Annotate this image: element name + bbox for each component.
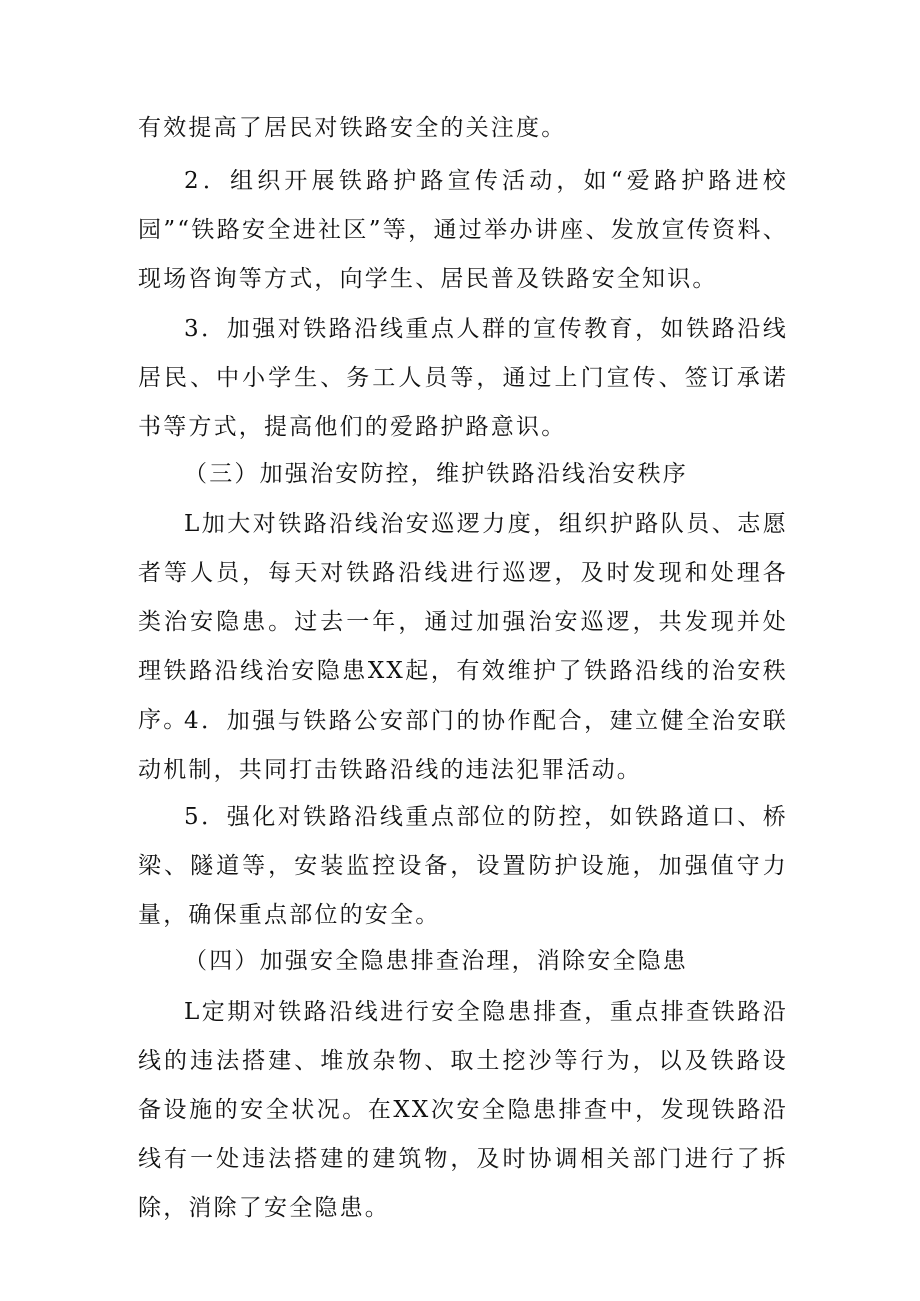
section-heading-3: （三）加强治安防控，维护铁路沿线治安秩序 [184,461,688,487]
paragraph-continuation: 有效提高了居民对铁路安全的关注度。 [138,115,567,141]
paragraph-item-4: 4．加强与铁路公安部门的协作配合，建立健全治安联动机制，共同打击铁路沿线的违法犯罪活动。 [138,708,788,783]
paragraph-item-2: 2．组织开展铁路护路宣传活动，如“爱路护路进校园”“铁路安全进社区”等，通过举办讲座、发放宣传资料、现场咨询等方式，向学生、居民普及铁路安全知识。 [138,168,788,292]
paragraph-item-l2: L定期对铁路沿线进行安全隐患排查，重点排查铁路沿线的违法搭建、堆放杂物、取土挖沙等行为，以及铁路设备设施的安全状况。在XX次安全隐患排查中，发现铁路沿线有一处违法搭建的建筑物，及时协调相关部门进行了拆除，消除了安全隐患。 [138,999,788,1221]
paragraph-item-5: 5．强化对铁路沿线重点部位的防控，如铁路道口、桥梁、隧道等，安装监控设备，设置防护设施，加强值守力量，确保重点部位的安全。 [138,804,788,928]
paragraph-item-l1: L加大对铁路沿线治安巡逻力度，组织护路队员、志愿者等人员，每天对铁路沿线进行巡逻，及时发现和处理各类治安隐患。过去一年，通过加强治安巡逻，共发现并处理铁路沿线治安隐患XX起，有效维护了铁路沿线的治安秩序。 [138,511,788,733]
section-heading-4: （四）加强安全隐患排查治理，消除安全隐患 [184,948,688,974]
paragraph-item-3: 3．加强对铁路沿线重点人群的宣传教育，如铁路沿线居民、中小学生、务工人员等，通过上门宣传、签订承诺书等方式，提高他们的爱路护路意识。 [138,316,788,440]
